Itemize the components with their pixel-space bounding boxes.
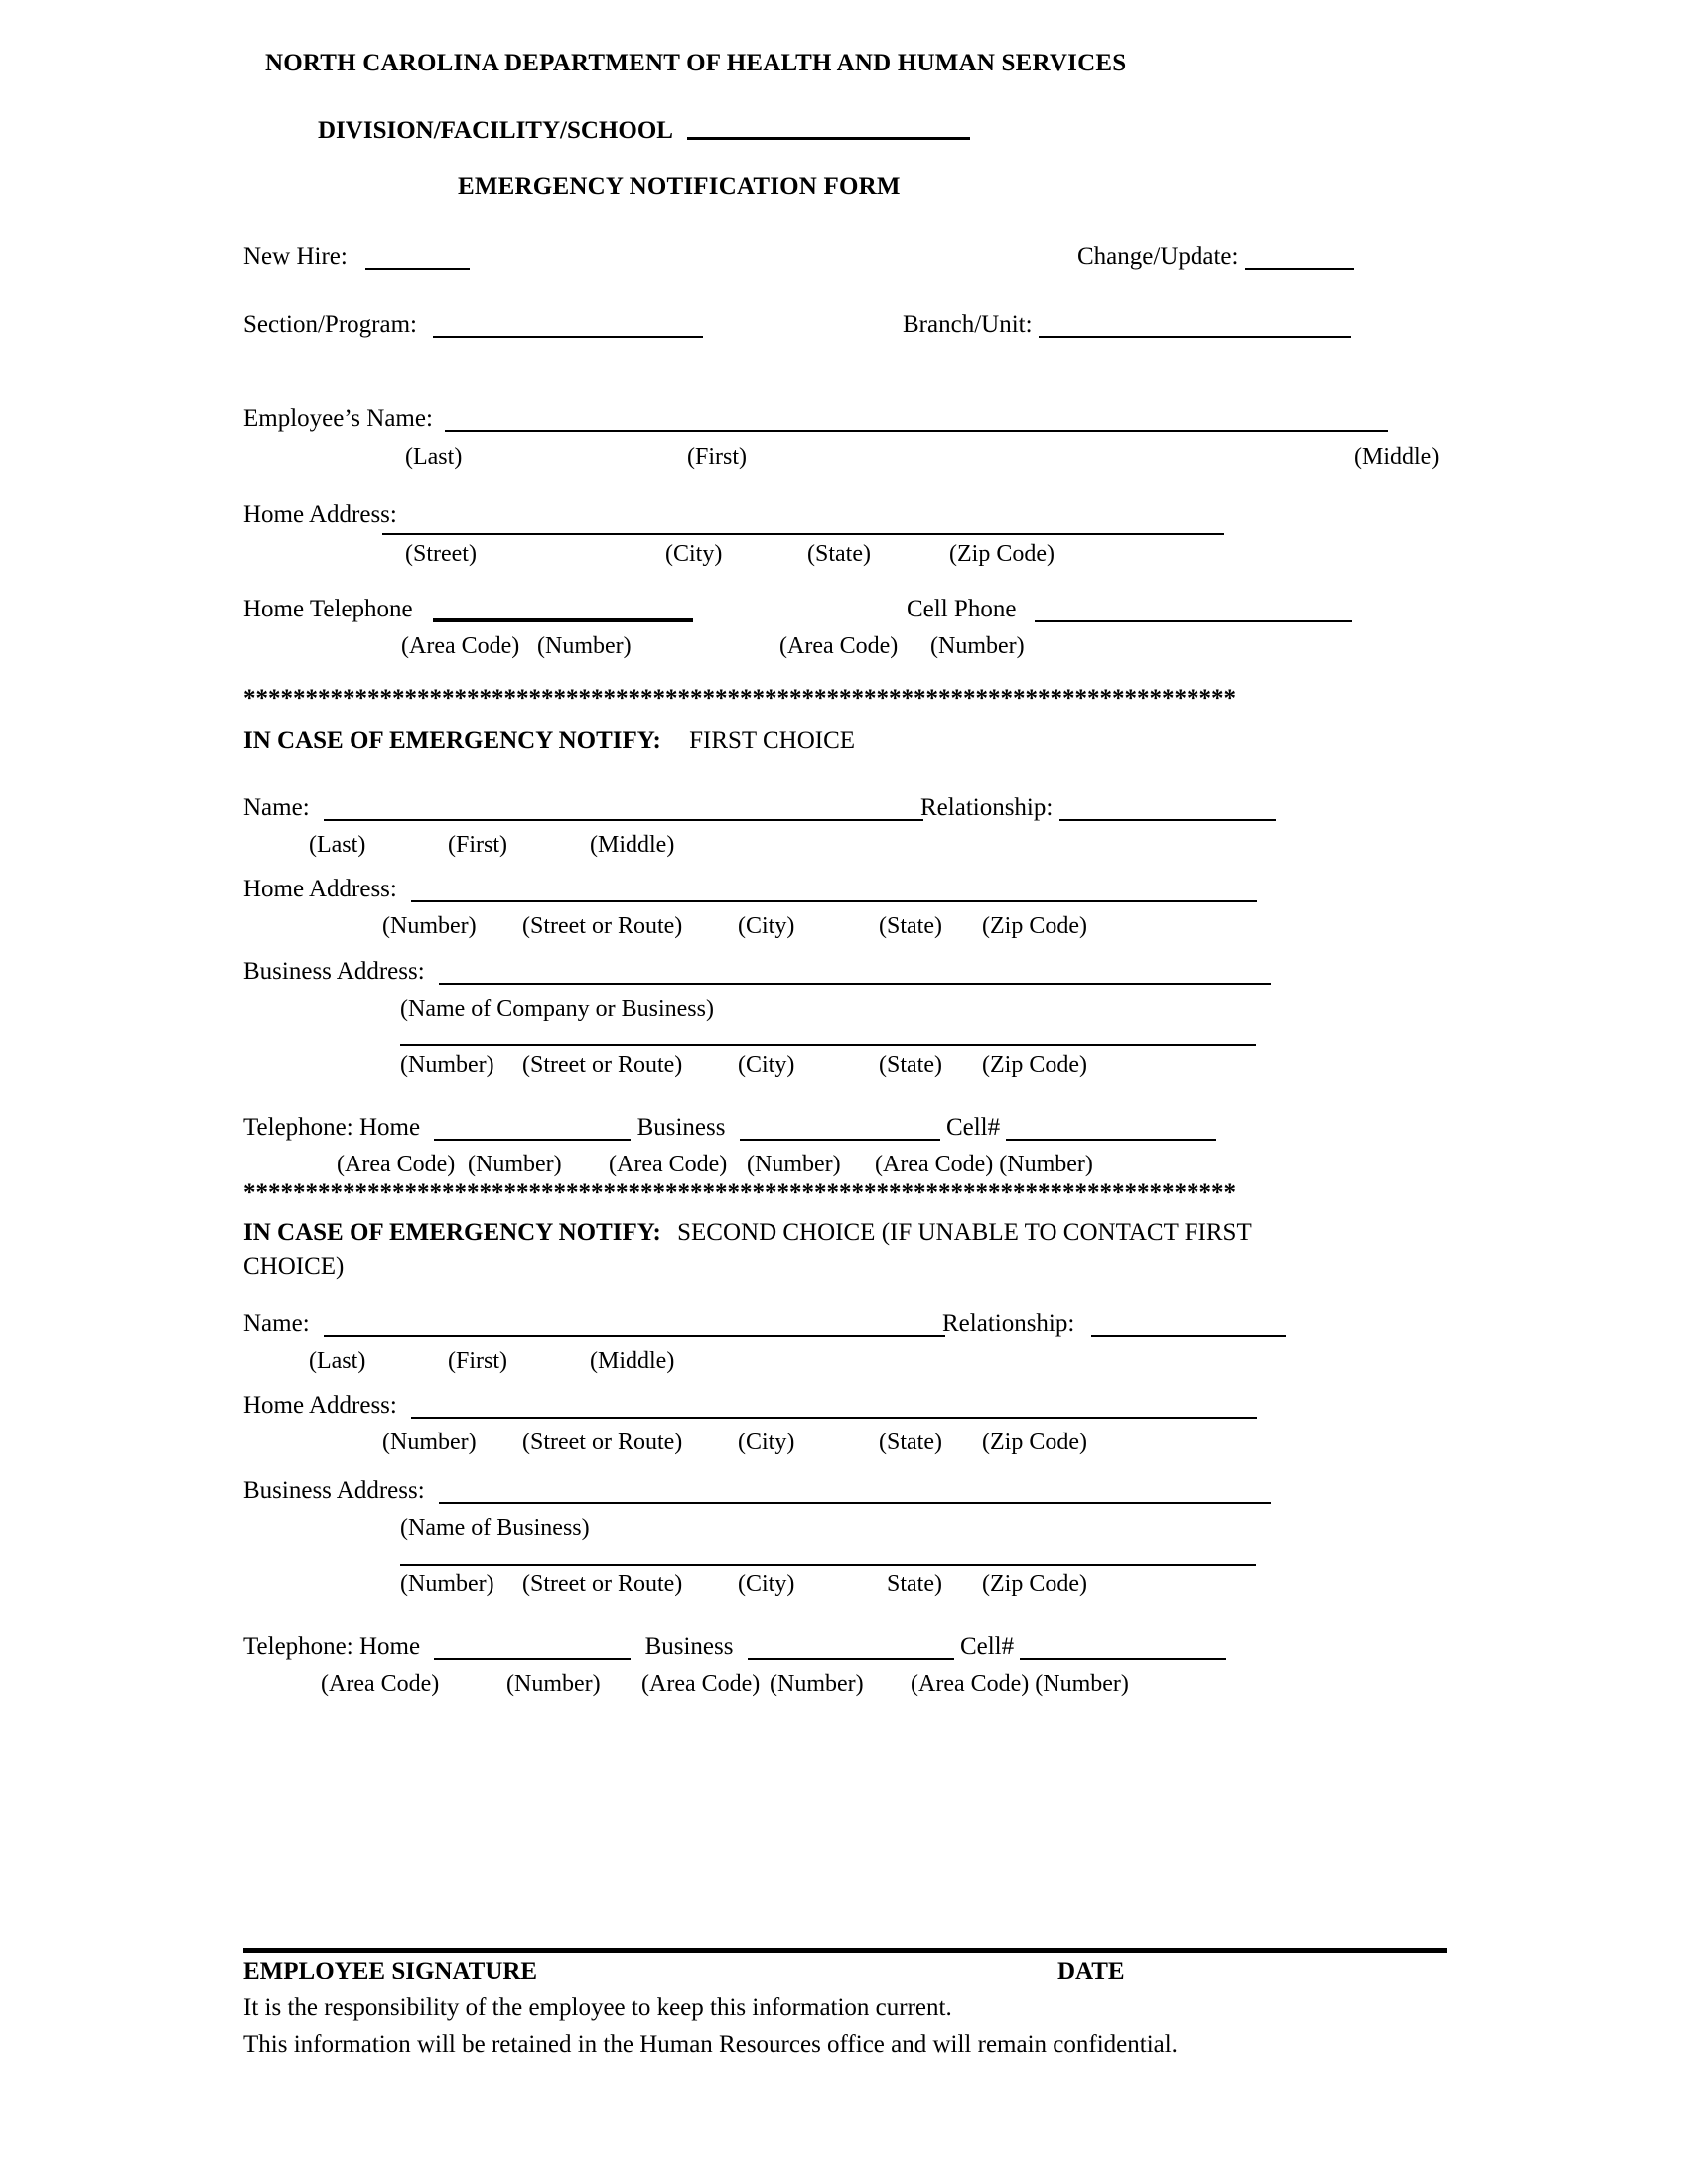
employee-name-hint-middle: (Middle) [1354, 444, 1440, 470]
first-choice-home-address-blank[interactable] [411, 900, 1257, 902]
second-choice-business-hint-number: (Number) [400, 1571, 494, 1597]
first-choice-name-hint-first: (First) [448, 832, 507, 858]
employee-home-phone-label: Home Telephone [243, 596, 413, 622]
first-choice-business-address-field [243, 958, 1271, 986]
employee-cell-phone-label: Cell Phone [907, 596, 1017, 622]
first-choice-cell-phone-blank[interactable] [1006, 1139, 1216, 1141]
second-choice-phone-hint-5: (Area Code) (Number) [911, 1671, 1129, 1697]
second-choice-name-field [243, 1310, 945, 1338]
first-choice-telephone-row [243, 1114, 1216, 1142]
second-choice-name-label: Name: [243, 1310, 310, 1337]
change-update-field [1077, 243, 1354, 271]
second-choice-business-hint-zip: (Zip Code) [982, 1571, 1087, 1597]
first-choice-phone-hint-2: (Number) [468, 1152, 562, 1177]
second-choice-business-phone-blank[interactable] [748, 1658, 954, 1660]
first-choice-home-address-label: Home Address: [243, 876, 397, 902]
first-choice-business-hint-city: (City) [738, 1052, 795, 1078]
first-choice-name-label: Name: [243, 794, 310, 821]
second-choice-home-hint-zip: (Zip Code) [982, 1430, 1087, 1455]
second-choice-relationship-blank[interactable] [1091, 1335, 1286, 1337]
division-facility-school-row [318, 117, 970, 145]
second-choice-telephone-row [243, 1633, 1226, 1661]
second-choice-phone-hint-2: (Number) [506, 1671, 601, 1697]
employee-signature-label: EMPLOYEE SIGNATURE [243, 1958, 538, 1984]
second-choice-business-hint-street: (Street or Route) [522, 1571, 683, 1597]
form-content [243, 0, 1447, 2184]
second-choice-name-blank[interactable] [324, 1335, 945, 1337]
second-choice-business-address-label: Business Address: [243, 1477, 425, 1504]
second-choice-business-hint-city: (City) [738, 1571, 795, 1597]
footer-note-1: It is the responsibility of the employee to keep this information current. [243, 1994, 952, 2021]
first-choice-business-name-hint: (Name of Company or Business) [400, 996, 714, 1022]
second-choice-business-phone-label: Business [644, 1633, 734, 1660]
second-choice-phone-hint-4: (Number) [770, 1671, 864, 1697]
second-choice-home-address-label: Home Address: [243, 1392, 397, 1419]
first-choice-name-hint-middle: (Middle) [590, 832, 675, 858]
section-separator-2: ******************************************************************************** [243, 1179, 1236, 1206]
second-choice-home-address-blank[interactable] [411, 1417, 1257, 1419]
employee-home-phone-hint-number: (Number) [537, 633, 632, 659]
employee-address-hint-state: (State) [807, 541, 871, 567]
first-choice-business-address-label: Business Address: [243, 958, 425, 985]
first-choice-home-hint-street: (Street or Route) [522, 913, 683, 939]
first-choice-home-address-field [243, 876, 1257, 903]
second-choice-name-hint-last: (Last) [309, 1348, 366, 1374]
first-choice-business-hint-state: (State) [879, 1052, 942, 1078]
first-choice-cell-phone-label: Cell# [945, 1114, 1001, 1141]
first-choice-heading-rest: FIRST CHOICE [689, 727, 856, 753]
first-choice-home-phone-blank[interactable] [434, 1139, 631, 1141]
new-hire-blank[interactable] [365, 268, 470, 270]
first-choice-home-hint-state: (State) [879, 913, 942, 939]
first-choice-business-address-blank[interactable] [439, 983, 1271, 985]
second-choice-business-name-hint: (Name of Business) [400, 1515, 590, 1541]
employee-name-field [243, 405, 1388, 433]
section-program-blank[interactable] [433, 336, 703, 338]
second-choice-relationship-field [942, 1310, 1286, 1338]
first-choice-home-hint-city: (City) [738, 913, 795, 939]
second-choice-cell-phone-label: Cell# [959, 1633, 1015, 1660]
first-choice-relationship-blank[interactable] [1059, 819, 1276, 821]
employee-name-hint-first: (First) [687, 444, 747, 470]
second-choice-name-hint-first: (First) [448, 1348, 507, 1374]
second-choice-heading-rest: SECOND CHOICE (IF UNABLE TO CONTACT FIRST [677, 1219, 1252, 1246]
new-hire-label: New Hire: [243, 243, 348, 270]
second-choice-home-hint-street: (Street or Route) [522, 1430, 683, 1455]
second-choice-heading-bold: IN CASE OF EMERGENCY NOTIFY: [243, 1219, 661, 1246]
second-choice-cell-phone-blank[interactable] [1020, 1658, 1226, 1660]
section-program-field [243, 311, 703, 339]
employee-home-phone-hint-area: (Area Code) [401, 633, 520, 659]
first-choice-phone-hint-5: (Area Code) (Number) [875, 1152, 1093, 1177]
change-update-label: Change/Update: [1077, 243, 1239, 270]
first-choice-business-hint-number: (Number) [400, 1052, 494, 1078]
first-choice-business-phone-blank[interactable] [740, 1139, 940, 1141]
second-choice-business-street-blank[interactable] [400, 1564, 1256, 1566]
signature-rule [243, 1948, 1447, 1953]
employee-home-phone-blank[interactable] [433, 618, 693, 622]
employee-cell-phone-field [907, 596, 1352, 623]
second-choice-relationship-label: Relationship: [942, 1310, 1075, 1337]
second-choice-home-hint-state: (State) [879, 1430, 942, 1455]
division-label: DIVISION/FACILITY/SCHOOL [318, 117, 673, 144]
second-choice-name-hint-middle: (Middle) [590, 1348, 675, 1374]
second-choice-business-address-blank[interactable] [439, 1502, 1271, 1504]
form-title: EMERGENCY NOTIFICATION FORM [458, 173, 901, 200]
employee-home-address-field [243, 501, 397, 529]
first-choice-business-phone-label: Business [636, 1114, 726, 1141]
employee-cell-phone-blank[interactable] [1035, 620, 1352, 622]
first-choice-telephone-label: Telephone: Home [243, 1114, 421, 1141]
first-choice-name-field [243, 794, 923, 822]
employee-name-label: Employee’s Name: [243, 405, 433, 432]
agency-heading: NORTH CAROLINA DEPARTMENT OF HEALTH AND HUMAN SERVICES [265, 50, 1127, 76]
first-choice-business-hint-zip: (Zip Code) [982, 1052, 1087, 1078]
employee-name-hint-last: (Last) [405, 444, 463, 470]
employee-address-hint-city: (City) [665, 541, 723, 567]
employee-name-blank[interactable] [445, 430, 1388, 432]
second-choice-heading [243, 1219, 1252, 1247]
second-choice-business-address-field [243, 1477, 1271, 1505]
division-blank[interactable] [687, 137, 970, 140]
date-label: DATE [1057, 1958, 1125, 1984]
first-choice-home-hint-number: (Number) [382, 913, 477, 939]
second-choice-heading-line2: CHOICE) [243, 1253, 345, 1280]
second-choice-home-phone-blank[interactable] [434, 1658, 631, 1660]
first-choice-phone-hint-3: (Area Code) [609, 1152, 728, 1177]
section-separator-1: ******************************************************************************** [243, 685, 1236, 712]
second-choice-business-hint-state: State) [887, 1571, 942, 1597]
employee-address-hint-zip: (Zip Code) [949, 541, 1055, 567]
new-hire-field [243, 243, 470, 271]
second-choice-phone-hint-3: (Area Code) [641, 1671, 761, 1697]
employee-home-address-blank[interactable] [382, 533, 1224, 535]
first-choice-heading-bold: IN CASE OF EMERGENCY NOTIFY: [243, 727, 661, 753]
first-choice-relationship-label: Relationship: [920, 794, 1054, 821]
branch-unit-blank[interactable] [1039, 336, 1351, 338]
employee-home-address-label: Home Address: [243, 501, 397, 528]
first-choice-home-hint-zip: (Zip Code) [982, 913, 1087, 939]
footer-note-2: This information will be retained in the Human Resources office and will remain confidential. [243, 2031, 1178, 2058]
second-choice-home-hint-number: (Number) [382, 1430, 477, 1455]
second-choice-phone-hint-1: (Area Code) [321, 1671, 440, 1697]
first-choice-phone-hint-4: (Number) [747, 1152, 841, 1177]
branch-unit-label: Branch/Unit: [903, 311, 1033, 338]
employee-address-hint-street: (Street) [405, 541, 477, 567]
first-choice-name-hint-last: (Last) [309, 832, 366, 858]
first-choice-business-hint-street: (Street or Route) [522, 1052, 683, 1078]
change-update-blank[interactable] [1245, 268, 1354, 270]
first-choice-business-street-blank[interactable] [400, 1044, 1256, 1046]
first-choice-phone-hint-1: (Area Code) [337, 1152, 456, 1177]
first-choice-relationship-field [920, 794, 1276, 822]
first-choice-heading [243, 727, 855, 754]
first-choice-name-blank[interactable] [324, 819, 923, 821]
employee-home-phone-field [243, 596, 693, 623]
employee-cell-phone-hint-area: (Area Code) [779, 633, 899, 659]
section-program-label: Section/Program: [243, 311, 417, 338]
second-choice-home-hint-city: (City) [738, 1430, 795, 1455]
second-choice-home-address-field [243, 1392, 1257, 1420]
employee-cell-phone-hint-number: (Number) [930, 633, 1025, 659]
second-choice-telephone-label: Telephone: Home [243, 1633, 421, 1660]
branch-unit-field [903, 311, 1351, 339]
